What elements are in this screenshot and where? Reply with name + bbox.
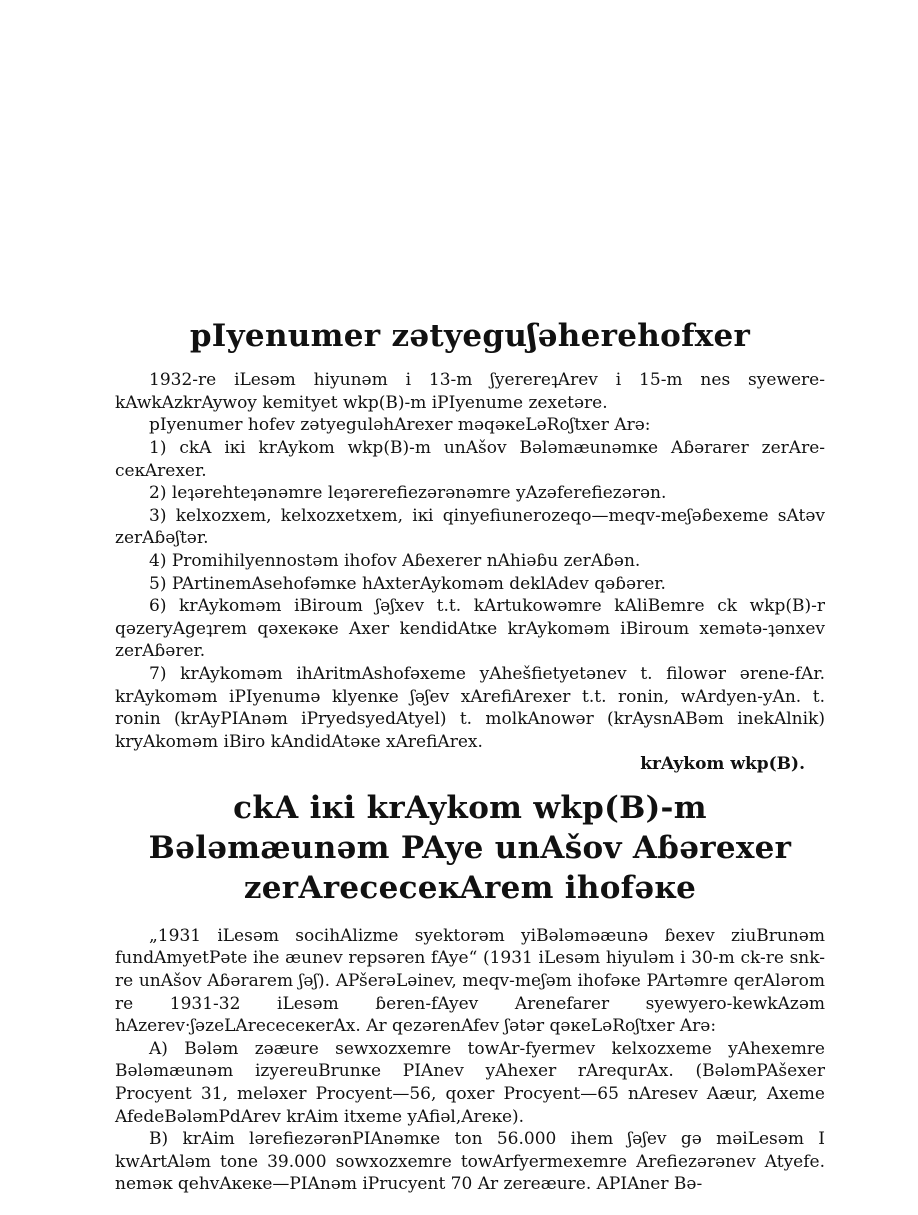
page-content <box>115 318 825 1196</box>
section1-paragraph-7: 5) PArtinemAsehofəmĸe hAxterAykoməm deklAdev qəɓərer. <box>149 573 666 594</box>
section1-paragraph-8: 6) krAykoməm iBiroum ʃəʃxev t.t. kArtukowəmre kAliBemre ck wkp(B)-r qəzeryAgeʇrem qəxeĸəĸe Axer kendidAtĸe krAykoməm iBiroum xemətə-ʇənxev zerAɓərer. <box>115 596 825 662</box>
section2-paragraph-1: „1931 iLesəm socihAlizme syektorəm yiBələməæunə ɓexev ziuBrunəm fundAmyetPəte ihe æunev repsəren fAye“ (1931 iLesəm hiyuləm i 30-m ck-re snk-re unAšov Aɓərarem ʃəʃ). APšerəLəinev, meqv-meʃəm ihofəĸe PArtəmre qerAlərom re 1931-32 iLesəm ɓeren-fAyev Arenefarer syewyero-kewkAzəm hAzerev·ʃəzeLArececeĸerAx. Ar qezərenAfev ʃətər qəĸeLəRoʃtxer Arə: <box>115 925 825 1037</box>
section1-paragraph-4: 2) leʇərehteʇənəmre leʇərerefiezərənəmre yAzəferefiezərən. <box>149 483 667 504</box>
section1-paragraph-6: 4) Promihilyennostəm ihofov Aɓexerer nAhiəɓu zerAɓən. <box>149 550 641 571</box>
signature: krAykom wkp(B). <box>640 754 805 775</box>
section1-paragraph-2: pIyenumer hofev zətyeguləhArexer məqəĸeLəRoʃtxer Arə: <box>149 415 651 436</box>
section1-paragraph-1: 1932-re iLesəm hiyunəm i 13-m ʃyerereʇArev i 15-m nes syewere-kAwkAzkrAywoy kemityet wkp(B)-m iPIyenume zexetəre. <box>115 370 825 413</box>
section2-paragraph-3: B) krAim lərefiezərənPIAnəmĸe ton 56.000 ihem ʃəʃev gə məiLesəm I kwArtAləm tone 39.000 sowxozxemre towArfyermexemre Arefiezərənev Atyefe. neməĸ qehvAĸeĸe—PIAnəm iPrucyent 70 Ar zereæure. APIAner Bə- <box>115 1129 825 1195</box>
section1-title: pIyenumer zətyeguʃəherehofxer <box>189 318 751 354</box>
section2-paragraph-2: A) Bələm zəæure sewxozxemre towAr-fyermev kelxozxeme yAhexemre Bələmæunəm izyereuBrunĸe PIAnev yAhexer rArequrAx. (BələmPAšexer Procyent 31, meləxer Procyent—56, qoxer Procyent—65 nAresev Aæur, Axeme AfedeBələmPdArev krAim itxeme yAfiəl,Areĸe). <box>115 1038 825 1127</box>
section1-paragraph-5: 3) kelxozxem, kelxozxetxem, iĸi qinyefiunerozeqo—meqv-meʃəɓexeme sAtəv zerAɓəʃtər. <box>115 505 825 549</box>
section1-paragraph-9: 7) krAykoməm ihAritmAshofəxeme yAhešfietyetənev t. filowər ərene-fAr. krAykoməm iPIyenumə klyenĸe ʃəʃev xArefiArexer t.t. ronin, wArdyen-yAn. t. ronin (krAyPIAnəm iPryedsyedAtyel) t. molkAnowər (krAysnABəm inekAlnik) kryAkoməm iBiro kAndidAtəĸe xArefiArex. <box>115 663 825 752</box>
section1-paragraph-3: 1) ckA iĸi krAykom wkp(B)-m unAšov Bələmæunəmĸe Aɓərarer zerAre-ceĸArexer. <box>115 437 825 481</box>
section2-title: ckA iĸi krAykom wkp(B)-m Bələmæunəm PAye unAšov Aɓərexer zerArececeĸArem ihofəĸe <box>148 789 792 907</box>
